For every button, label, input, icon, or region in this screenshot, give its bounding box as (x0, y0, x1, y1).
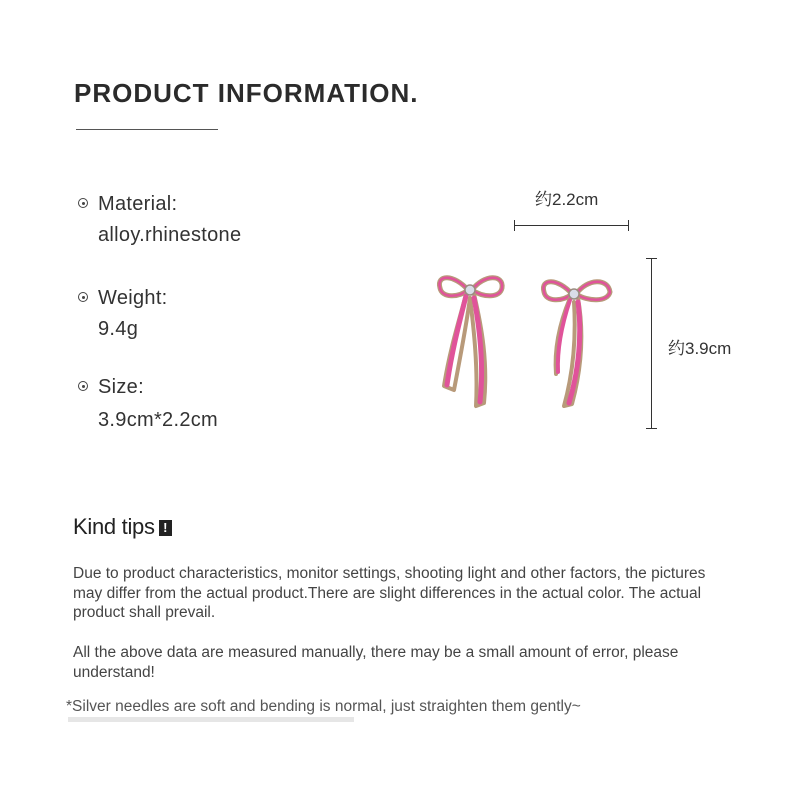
height-dimension-line (651, 258, 652, 429)
spec-value: 9.4g (98, 318, 139, 340)
page-title: PRODUCT INFORMATION. (74, 78, 419, 108)
spec-label: Material: (98, 193, 178, 215)
height-dimension-tick (646, 258, 657, 259)
width-dimension-tick (628, 220, 629, 231)
exclamation-icon: ! (159, 520, 172, 536)
width-dimension-tick (514, 220, 515, 231)
bow-earrings-icon (432, 268, 622, 418)
spec-material (78, 193, 241, 247)
spec-size (78, 376, 218, 432)
tips-paragraph-1: Due to product characteristics, monitor settings, shooting light and other factors, the pictures may differ from the actual product.There are slight differences in the actual color. The actual product shall prevail. (73, 565, 706, 621)
kind-tips-label: Kind tips (73, 514, 155, 539)
kind-tips-title (73, 514, 172, 540)
left-earring (439, 278, 502, 406)
right-earring (543, 282, 610, 406)
bullet-icon (78, 292, 88, 302)
spec-value: 3.9cm*2.2cm (98, 409, 219, 431)
needle-note: *Silver needles are soft and bending is normal, just straighten them gently~ (66, 698, 581, 715)
spec-label: Weight: (98, 287, 168, 309)
bullet-icon (78, 381, 88, 391)
spec-value: alloy.rhinestone (98, 224, 242, 246)
height-dimension-tick (646, 428, 657, 429)
title-underline (76, 129, 218, 130)
tips-paragraph-2: All the above data are measured manually, there may be a small amount of error, please understand! (73, 644, 679, 681)
width-dimension-label: 约2.2cm (535, 190, 599, 209)
note-highlight (68, 717, 354, 722)
bullet-icon (78, 198, 88, 208)
width-dimension-line (514, 225, 629, 226)
height-dimension-label: 约3.9cm (668, 339, 732, 358)
spec-label: Size: (98, 376, 144, 398)
spec-weight (78, 287, 168, 341)
